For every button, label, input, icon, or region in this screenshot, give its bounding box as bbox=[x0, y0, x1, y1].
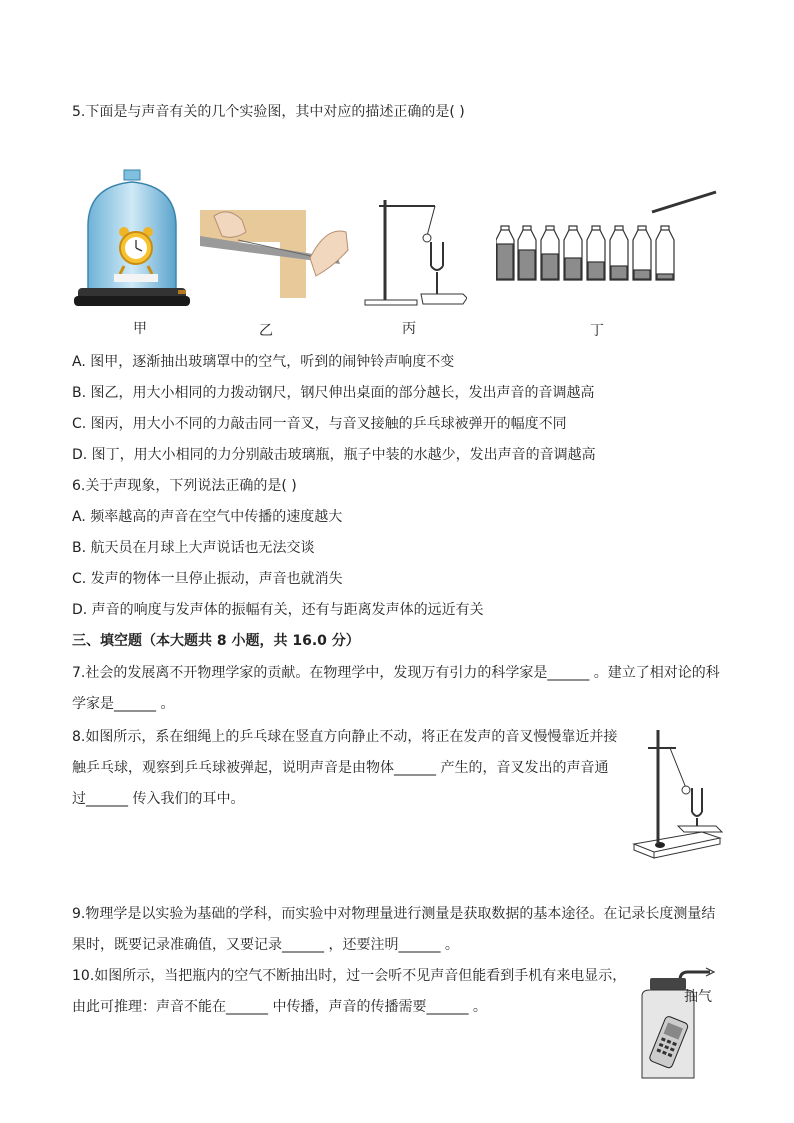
q7-line2: 学家是______ 。 bbox=[72, 696, 175, 712]
q10-line2: 由此可推理：声音不能在______ 中传播，声音的传播需要______ 。 bbox=[72, 999, 487, 1015]
q5-stem: 5.下面是与声音有关的几个实验图，其中对应的描述正确的是( ) bbox=[72, 104, 465, 120]
q5-option-d: D. 图丁，用大小相同的力分别敲击玻璃瓶，瓶子中装的水越少，发出声音的音调越高 bbox=[72, 447, 596, 463]
q8-line3: 过______ 传入我们的耳中。 bbox=[72, 791, 245, 807]
q7-line1: 7.社会的发展离不开物理学家的贡献。在物理学中，发现万有引力的科学家是______ 。建立了相对论的科 bbox=[72, 665, 720, 681]
q6-option-d: D. 声音的响度与发声体的振幅有关，还有与距离发声体的远近有关 bbox=[72, 602, 484, 618]
caption-bing: 丙 bbox=[402, 321, 416, 337]
q6-option-a: A. 频率越高的声音在空气中传播的速度越大 bbox=[72, 509, 343, 525]
q9-line1: 9.物理学是以实验为基础的学科，而实验中对物理量进行测量是获取数据的基本途径。在记录长度测量结 bbox=[72, 906, 716, 922]
caption-jia: 甲 bbox=[133, 321, 147, 337]
tuning-fork-ball-figure bbox=[630, 726, 724, 860]
q6-option-c: C. 发声的物体一旦停止振动，声音也就消失 bbox=[72, 571, 343, 587]
q8-line1: 8.如图所示，系在细绳上的乒乓球在竖直方向静止不动，将正在发声的音叉慢慢靠近并接 bbox=[72, 729, 618, 745]
q5-option-a: A. 图甲，逐渐抽出玻璃罩中的空气，听到的闹钟铃声响度不变 bbox=[72, 354, 455, 370]
q8-line2: 触乒乓球，观察到乒乓球被弹起，说明声音是由物体______ 产生的，音叉发出的声音通 bbox=[72, 760, 609, 776]
tuning-fork-stand-figure bbox=[363, 194, 467, 310]
q10-line1: 10.如图所示，当把瓶内的空气不断抽出时，过一会听不见声音但能看到手机有来电显示， bbox=[72, 968, 627, 984]
jar-phone-figure bbox=[636, 966, 724, 1082]
caption-ding: 丁 bbox=[590, 323, 604, 339]
water-bottles-figure bbox=[496, 188, 718, 284]
q9-line2: 果时，既要记录准确值，又要记录______ ，还要注明______ 。 bbox=[72, 937, 459, 953]
q5-option-c: C. 图丙，用大小不同的力敲击同一音叉，与音叉接触的乒乓球被弹开的幅度不同 bbox=[72, 416, 567, 432]
q6-stem: 6.关于声现象，下列说法正确的是( ) bbox=[72, 478, 297, 494]
pump-air-label: 抽气 bbox=[684, 989, 712, 1005]
ruler-table-figure bbox=[198, 206, 350, 298]
caption-yi: 乙 bbox=[259, 323, 273, 339]
q6-option-b: B. 航天员在月球上大声说话也无法交谈 bbox=[72, 540, 315, 556]
bell-jar-alarm-figure bbox=[74, 166, 190, 310]
section-heading: 三、填空题（本大题共 8 小题，共 16.0 分） bbox=[72, 633, 360, 649]
q5-option-b: B. 图乙，用大小相同的力拨动钢尺，钢尺伸出桌面的部分越长，发出声音的音调越高 bbox=[72, 385, 595, 401]
